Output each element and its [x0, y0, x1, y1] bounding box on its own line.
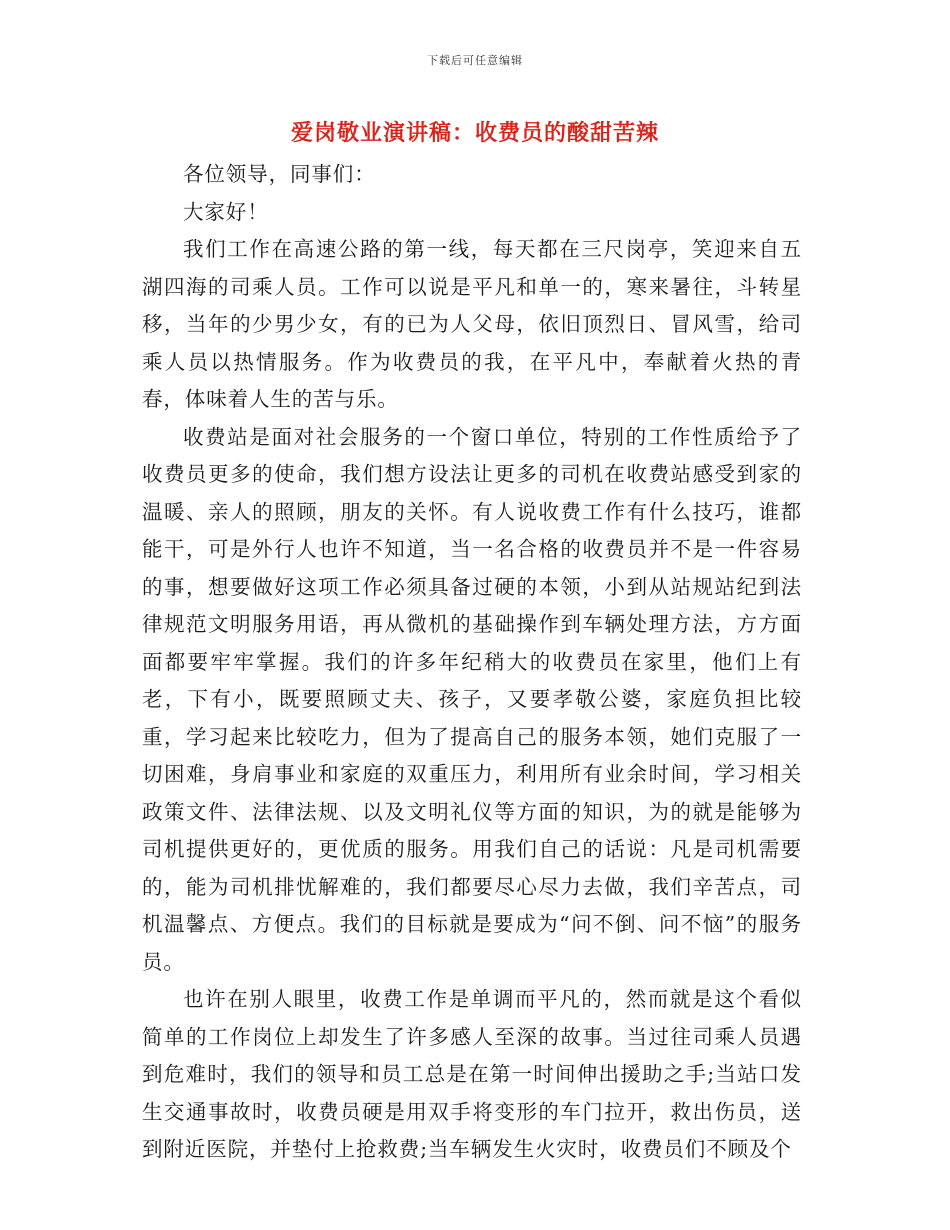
document-title: 爱岗敬业演讲稿：收费员的酸甜苦辣	[290, 120, 659, 146]
paragraph-toll-station: 收费站是面对社会服务的一个窗口单位，特别的工作性质给予了收费员更多的使命，我们想方设法让更多的司机在收费站感受到家的温暖、亲人的照顾，朋友的关怀。有人说收费工作有什么技巧，谁都能干，可是外行人也许不知道，当一名合格的收费员并不是一件容易的事，想要做好这项工作必须具备过硬的本领，小到从站规站纪到法律规范文明服务用语，再从微机的基础操作到车辆处理方法，方方面面都要牢牢掌握。我们的许多年纪稍大的收费员在家里，他们上有老，下有小，既要照顾丈夫、孩子，又要孝敬公婆，家庭负担比较重，学习起来比较吃力，但为了提高自己的服务本领，她们克服了一切困难，身肩事业和家庭的双重压力，利用所有业余时间，学习相关政策文件、法律法规、以及文明礼仪等方面的知识，为的就是能够为司机提供更好的，更优质的服务。用我们自己的话说：凡是司机需要的，能为司机排忧解难的，我们都要尽心尽力去做，我们辛苦点，司机温馨点、方便点。我们的目标就是要成为“问不倒、问不恼”的服务员。	[142, 424, 802, 974]
page-header: 下载后可任意编辑	[427, 54, 523, 67]
paragraph-intro: 我们工作在高速公路的第一线，每天都在三尺岗亭，笑迎来自五湖四海的司乘人员。工作可以说是平凡和单一的，寒来暑往，斗转星移，当年的少男少女，有的已为人父母，依旧顶烈日、冒风雪，给司乘人员以热情服务。作为收费员的我，在平凡中，奉献着火热的青春，体味着人生的苦与乐。	[142, 237, 802, 411]
paragraph-stories: 也许在别人眼里，收费工作是单调而平凡的，然而就是这个看似简单的工作岗位上却发生了许多感人至深的故事。当过往司乘人员遇到危难时，我们的领导和员工总是在第一时间伸出援助之手;当站口发生交通事故时，收费员硬是用双手将变形的车门拉开，救出伤员，送到附近医院，并垫付上抢救费;当车辆发生火灾时，收费员们不顾及个	[142, 987, 802, 1161]
document-body	[142, 156, 802, 1169]
paragraph-greeting: 大家好！	[183, 199, 269, 224]
paragraph-salutation: 各位领导，同事们：	[183, 162, 376, 186]
